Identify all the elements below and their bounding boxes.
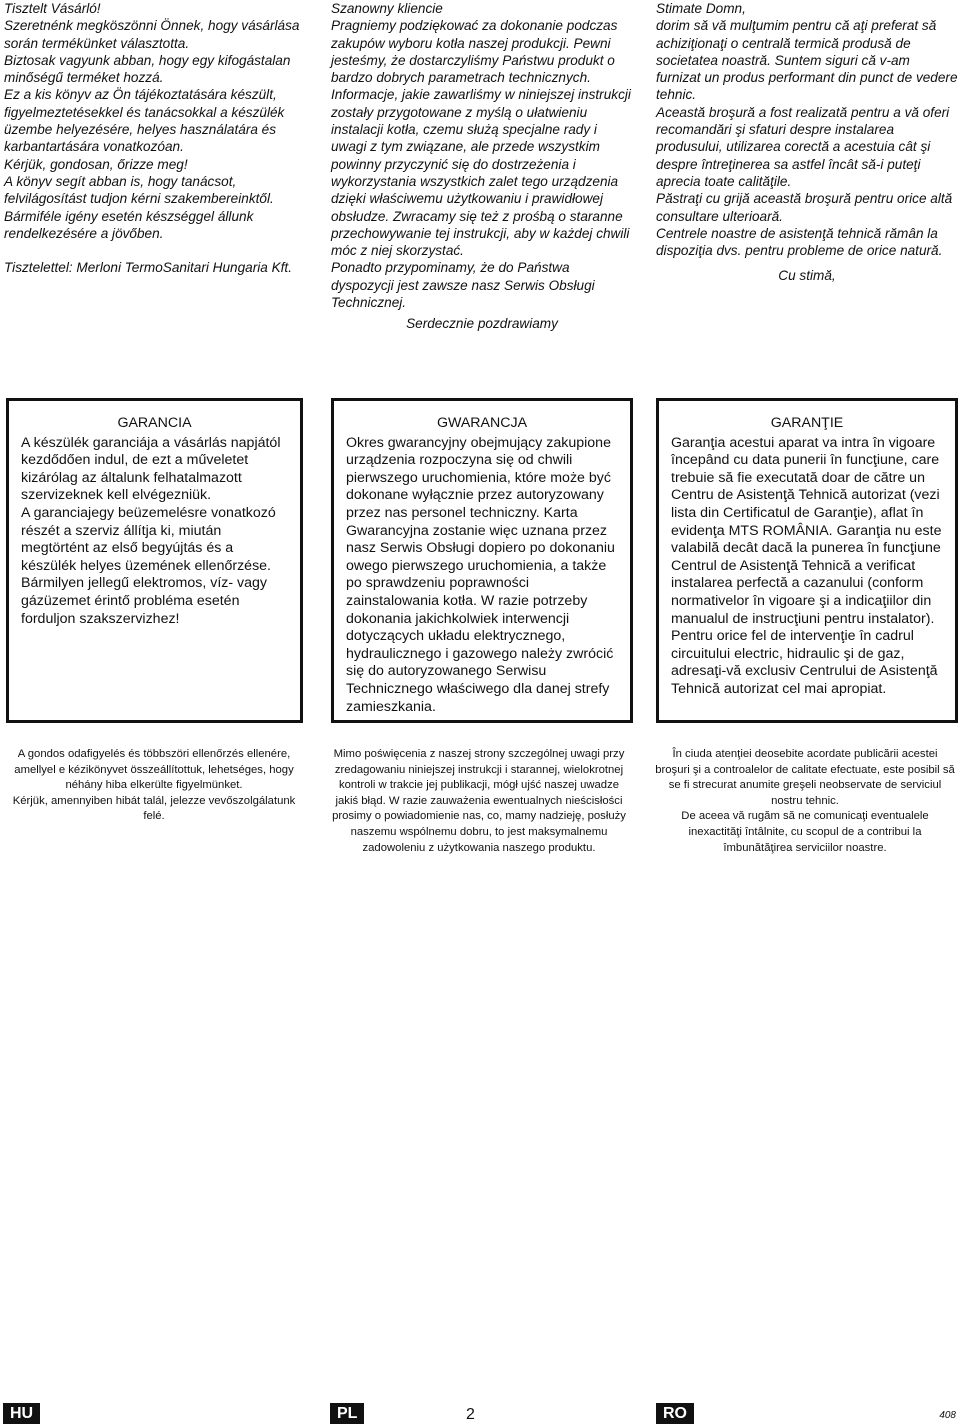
intro-line: Ponadto przypominamy, że do Państwa dyspozycji jest zawsze nasz Serwis Obsługi Technicznej. <box>331 260 595 311</box>
intro-line: Szanowny kliencie <box>331 1 443 16</box>
intro-signature: Tisztelettel: Merloni TermoSanitari Hungaria Kft. <box>4 260 292 276</box>
warranty-box-romanian <box>656 398 958 723</box>
erratum-note-hungarian <box>3 747 305 825</box>
intro-line: Păstraţi cu grijă această broşură pentru orice altă consultare ulterioară. <box>656 191 953 224</box>
warranty-title: GARANCIA <box>117 415 192 431</box>
note-text: Mimo poświęcenia z naszej strony szczególnej uwagi przy zredagowaniu niniejszej instrukcji i starannej, wielokrotnej kontroli w trakcie jej publikacji, mógł ujść naszej uwadze jakiś błąd. W razie zauważenia ewentualnych nieścisłości prosimy o powiadomienie nas, co, mamy nadzieję, posłuży naszemu wspólnemu dobru, to jest maksymalnemu zadowoleniu z użytkowania naszego produktu. <box>332 748 626 854</box>
intro-line: Kérjük, gondosan, őrizze meg! <box>4 156 188 172</box>
intro-signature: Cu stimă, <box>778 268 836 284</box>
warranty-paragraph: A készülék garanciája a vásárlás napjától kezdődően indul, de ezt a műveletet kizárólag az általunk felhatalmazott szervizeknek kell elvégezniük. <box>21 434 281 504</box>
intro-line: Biztosak vagyunk abban, hogy egy kifogástalan minőségű terméket hozzá. <box>4 52 291 86</box>
warranty-paragraph: Garanţia acestui aparat va intra în vigoare începând cu data punerii în funcţiune, care trebuie să fie executată doar de către un Centru de Asistenţă Tehnică autorizat (vezi lista din Certificatul de Garanţie), aflat în evidenţa MTS ROMÂNIA. Garanţia nu este valabilă decât dacă la punerea în funcţiune Centrul de Asistenţă Tehnică a verificat instalarea perfectă a cazanului (conform normativelor în vigoare şi a indicaţiilor din manualul de instrucţiuni pentru instalator). <box>671 434 942 627</box>
page-footer <box>0 1403 960 1427</box>
erratum-note-romanian <box>654 747 956 856</box>
language-badge-pl: PL <box>330 1403 364 1424</box>
erratum-note-polish <box>328 747 630 856</box>
intro-line: Informacje, jakie zawarliśmy w niniejszej instrukcji zostały przygotowane z myślą o ułatwieniu instalacji kotła, czemu służą specjalne rady i uwagi z tym związane, ale przede wszystkim powinny przyczynić się do dostrzeżenia i wykorzystania wszystkich zalet tego urządzenia dzięki właściwemu użytkowaniu i prawidłowej obsłudze. Zwracamy się też z prośbą o staranne przechowywanie tej instrukcji, aby w każdej chwili móc z niej skorzystać. <box>331 87 631 259</box>
document-code: 408 <box>939 1410 956 1421</box>
intro-line: Pragniemy podziękować za dokonanie podczas zakupów wyboru kotła naszej produkcji. Pewni jesteśmy, że dostarczyliśmy Państwu produkt o bardzo dobrych parametrach technicznych. <box>331 18 618 86</box>
language-badge-ro: RO <box>656 1403 694 1424</box>
note-text: Kérjük, amennyiben hibát talál, jelezze vevőszolgálatunk felé. <box>12 794 296 823</box>
intro-line: A könyv segít abban is, hogy tanácsot, felvilágosítást tudjon kérni szakembereinktől. <box>4 173 274 207</box>
warranty-paragraph: A garanciajegy beüzemelésre vonatkozó részét a szerviz állítja ki, miután megtörtént az első begyújtás és a készülék helyes üzemének ellenőrzése. <box>21 504 276 574</box>
intro-line: Centrele noastre de asistenţă tehnică rămân la dispoziţia dvs. pentru probleme de orice natură. <box>656 225 943 259</box>
warranty-title: GWARANCJA <box>436 415 528 431</box>
intro-polish <box>331 0 633 333</box>
warranty-box-polish <box>331 398 633 723</box>
warranty-title: GARANŢIE <box>770 415 844 431</box>
intro-line: dorim să vă mulţumim pentru că aţi preferat să achiziţionaţi o centrală termică produsă de societatea noastră. Suntem siguri că v-am furnizat un produs performant din punct de vedere tehnic. <box>656 18 958 103</box>
warranty-paragraph: Okres gwarancyjny obejmujący zakupione urządzenia rozpoczyna się od chwili pierwszego uruchomienia, które może być dokonane wyłącznie przez autoryzowany przez nas personel techniczny. Karta Gwarancyjna zostanie więc uznana przez nasz Serwis Obsługi dopiero po dokonaniu owego pierwszego uruchomienia, a także po sprawdzeniu poprawności zainstalowania kotła. W razie potrzeby dokonania jakichkolwiek interwencji dotyczących układu elektrycznego, hydraulicznego i gazowego należy zwrócić się do autoryzowanego Serwisu Technicznego właściwego dla danej strefy zamieszkania. <box>346 434 615 715</box>
intro-line: Stimate Domn, <box>656 1 746 16</box>
intro-hungarian <box>4 0 306 276</box>
intro-line: Ez a kis könyv az Ön tájékoztatására készült, figyelmeztetésekkel és tanácsokkal a készülék üzembe helyezésére, helyes használatára és karbantartására vonatkozóan. <box>4 87 285 155</box>
note-text: De aceea vă rugăm să ne comunicaţi eventualele inexactităţi întâlnite, cu scopul de a contribui la îmbunătăţirea serviciilor noastre. <box>681 810 929 854</box>
intro-romanian <box>656 0 958 285</box>
language-badge-hu: HU <box>3 1403 40 1424</box>
warranty-paragraph: Pentru orice fel de intervenţie în cadrul circuitului electric, hidraulic şi de gaz, adresaţi-vă exclusiv Centrului de Asistenţă Tehnică autorizat cel mai apropiat. <box>671 628 938 697</box>
note-text: În ciuda atenţiei deosebite acordate publicării acestei broşuri şi a controalelor de calitate efectuate, este posibil să se fi strecurat anumite greşeli neobservate de serviciul nostru tehnic. <box>655 748 955 807</box>
intro-line: Bármiféle igény esetén készséggel állunk rendelkezésére a jövőben. <box>4 208 254 241</box>
page-number: 2 <box>466 1406 475 1423</box>
intro-line: Această broşură a fost realizată pentru a vă oferi recomandări şi sfaturi despre instalarea produsului, utilizarea corectă a acestuia cât şi despre întreţinerea sa astfel încât să-i puteţi aprecia toate calităţile. <box>656 104 950 189</box>
intro-line: Szeretnénk megköszönni Önnek, hogy vásárlása során termékünket választotta. <box>4 18 300 51</box>
warranty-paragraph: Bármilyen jellegű elektromos, víz- vagy gázüzemet érintő probléma esetén forduljon szakszervizhez! <box>21 575 268 627</box>
intro-line: Tisztelt Vásárló! <box>4 1 101 16</box>
intro-signature: Serdecznie pozdrawiamy <box>406 316 558 332</box>
note-text: A gondos odafigyelés és többszöri ellenőrzés ellenére, amellyel e kézikönyvet összeállítottuk, lehetséges, hogy néhány hiba elkerülte figyelmünket. <box>14 748 294 792</box>
warranty-box-hungarian <box>6 398 303 723</box>
